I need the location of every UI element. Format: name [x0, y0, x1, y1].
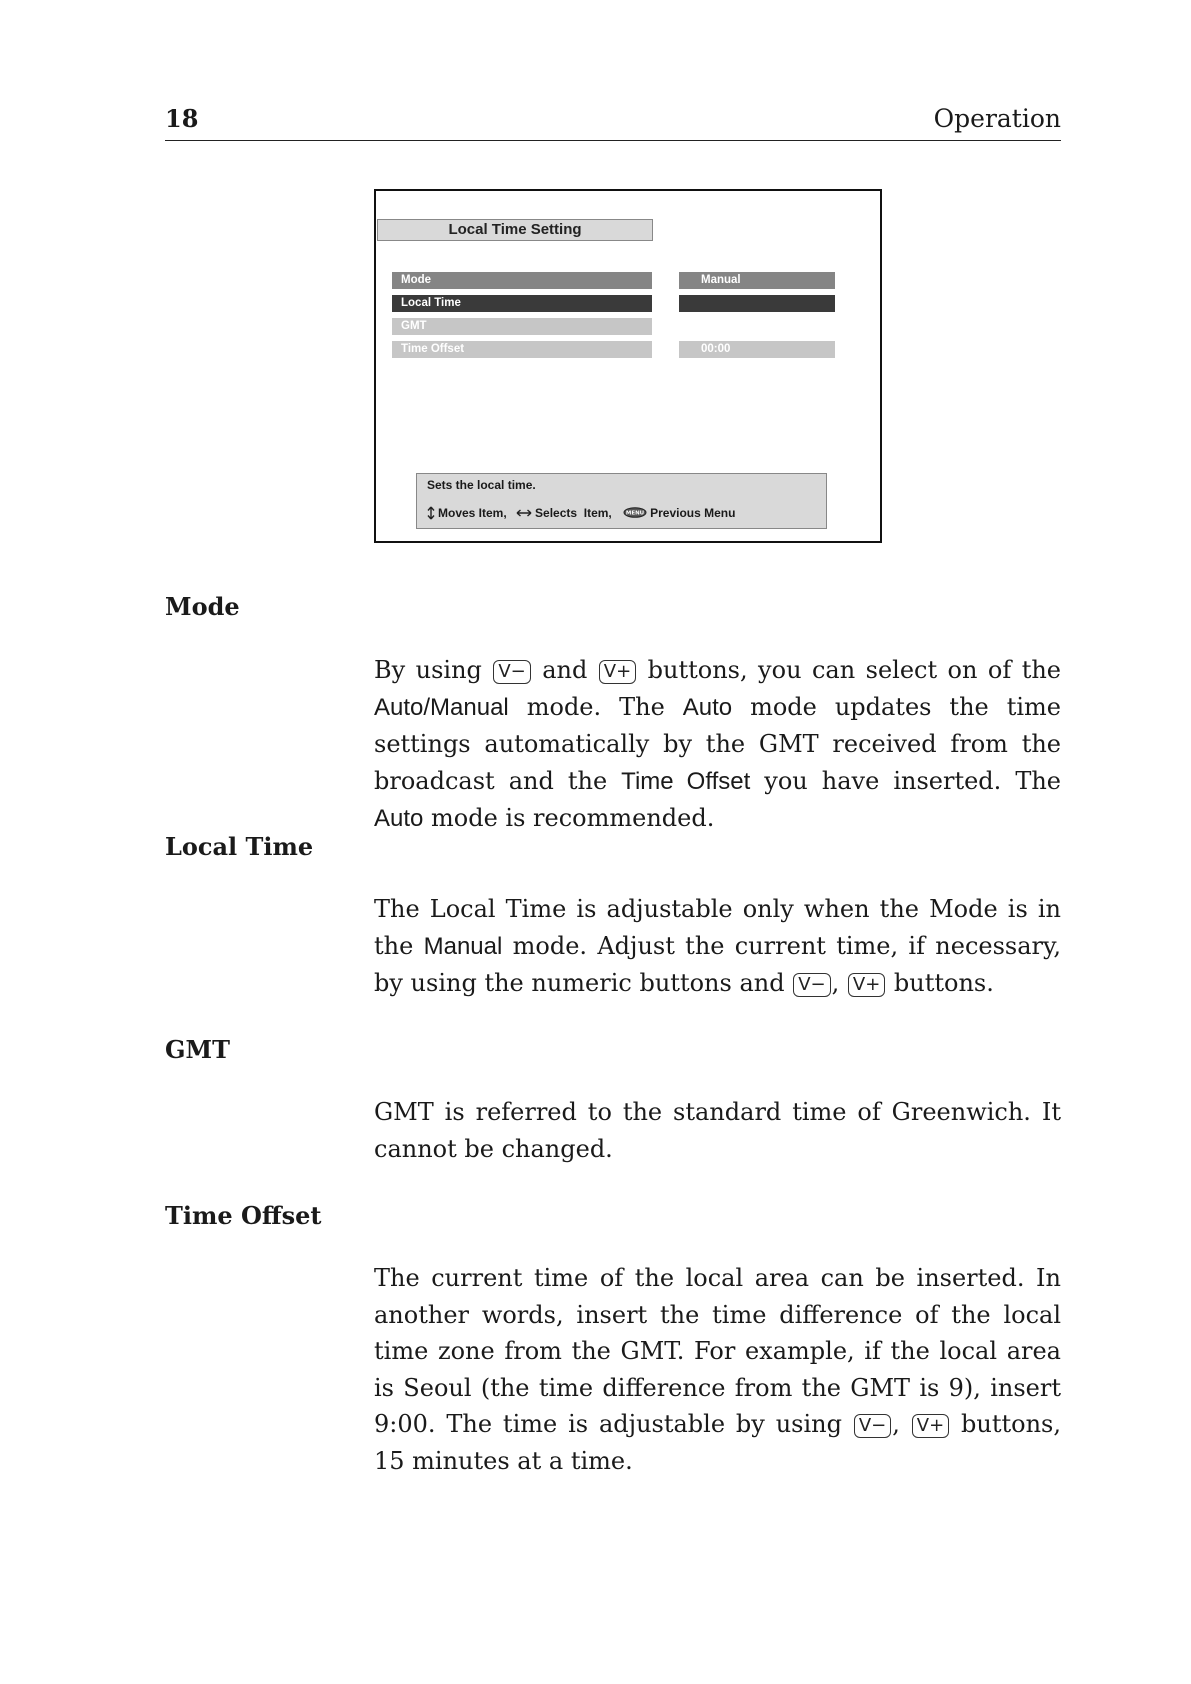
menu-button-icon: [623, 507, 647, 518]
paragraph-gmt: GMT is referred to the standard time of Greenwich. It cannot be changed.: [374, 1098, 1061, 1163]
menu-row-mode[interactable]: Mode: [392, 272, 652, 289]
help-box: [416, 473, 827, 529]
v-plus-key: V+: [599, 660, 636, 684]
help-moves: Moves Item,: [438, 506, 507, 520]
v-minus-key: V−: [854, 1414, 891, 1438]
text: ,: [831, 969, 847, 997]
v-plus-key: V+: [848, 973, 885, 997]
help-previous: Previous Menu: [650, 506, 736, 520]
text: By using: [374, 656, 493, 684]
help-description: Sets the local time.: [427, 478, 536, 492]
menu-row-local-time[interactable]: Local Time: [392, 295, 652, 312]
menu-row-time-offset[interactable]: Time Offset: [392, 341, 652, 358]
chapter-title: Operation: [933, 104, 1061, 133]
ui-term-auto: Auto: [374, 805, 424, 832]
mode-value[interactable]: Manual: [679, 272, 835, 289]
page-header: [165, 104, 1061, 141]
ui-term-time-offset: Time Offset: [621, 767, 751, 795]
v-plus-key: V+: [912, 1414, 949, 1438]
text: buttons, 15 minutes at a time.: [374, 1410, 1062, 1475]
screen-title: Local Time Setting: [377, 219, 653, 241]
text: and: [531, 656, 598, 684]
v-minus-key: V−: [493, 660, 530, 684]
heading-mode: Mode: [165, 592, 240, 621]
local-time-setting-screen: [374, 189, 882, 543]
text: The current time of the local area can be inserted. In another words, insert the time difference of the local time zone from the GMT. For example, if the local area is Seoul (the time difference from the GMT is 9), insert 9:00. The time is adjustable by using: [374, 1264, 1061, 1438]
paragraph-time-offset: [374, 1260, 1061, 1479]
local-time-value-field[interactable]: [679, 295, 835, 326]
text: mode updates the time settings automatically by the GMT received from the broadcast and the: [374, 692, 1061, 795]
ui-term-auto-manual: Auto/Manual: [374, 693, 509, 721]
text: buttons.: [886, 969, 994, 997]
ui-term-manual: Manual: [423, 932, 503, 960]
menu-button-label: MENU: [625, 510, 645, 517]
text: ,: [892, 1410, 911, 1438]
heading-time-offset: Time Offset: [165, 1201, 322, 1230]
local-time-value: 01/01/2004 03:39: [715, 314, 810, 326]
help-navigation: [427, 506, 735, 520]
v-minus-key: V−: [793, 973, 830, 997]
left-right-arrow-icon: [516, 509, 532, 517]
paragraph-local-time: [374, 891, 1061, 1002]
left-right-arrow-icon: [696, 314, 714, 324]
text: mode is recommended.: [423, 804, 715, 832]
menu-row-gmt[interactable]: GMT: [392, 318, 652, 335]
up-down-arrow-icon: [427, 506, 435, 520]
page-number: 18: [165, 104, 199, 133]
ui-term-auto: Auto: [682, 693, 733, 721]
text: mode. The: [508, 692, 683, 721]
heading-gmt: GMT: [165, 1035, 230, 1064]
help-selects: Selects Item,: [535, 506, 612, 520]
paragraph-mode: [374, 652, 1061, 838]
heading-local-time: Local Time: [165, 832, 314, 861]
text: The Local Time is adjustable only when the Mode is in the: [374, 895, 1061, 960]
text: buttons, you can select on of the: [637, 656, 1061, 684]
text: mode. Adjust the current time, if necessary, by using the numeric buttons and: [374, 931, 1062, 997]
time-offset-value[interactable]: 00:00: [679, 341, 835, 358]
text: you have inserted. The: [750, 766, 1061, 795]
